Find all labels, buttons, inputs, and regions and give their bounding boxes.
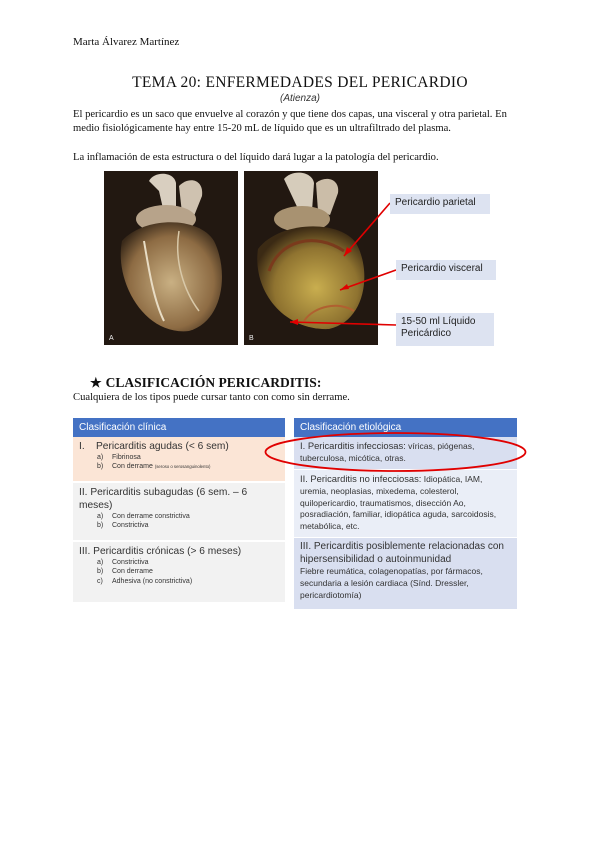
etiologic-table-header: Clasificación etiológica <box>294 418 517 437</box>
star-icon: ★ <box>90 375 102 390</box>
etiologic-row-infectious: I. Pericarditis infecciosas: víricas, piógenas, tuberculosa, micótica, otras. <box>294 437 517 469</box>
section-heading <box>90 375 321 391</box>
photo-label-b: B <box>249 335 254 342</box>
list-item: b) Con derrame <box>97 568 153 576</box>
author-name: Marta Álvarez Martínez <box>73 36 180 48</box>
section-heading-text: CLASIFICACIÓN PERICARDITIS: <box>105 375 322 390</box>
heart-photo-a <box>104 171 238 345</box>
clinical-table-header: Clasificación clínica <box>73 418 285 437</box>
heart-photo-b <box>244 171 378 345</box>
list-item: b) Con derrame (seroso o serosanguinolento) <box>97 463 211 471</box>
etiologic-row-hypersensitivity: III. Pericarditis posiblemente relacionadas con hipersensibilidad o autoinmunidad Fiebre reumática, colagenopatías, por fármacos, secundaria a lesión cardiaca (Sínd. Dressler, pericardiotomía) <box>294 538 517 609</box>
clinical-group-subacute <box>73 483 285 540</box>
group-title: I. Pericarditis agudas (< 6 sem) <box>79 441 229 452</box>
list-item: a) Fibrinosa <box>97 454 141 461</box>
group-title: II. Pericarditis subagudas (6 sem. – 6 meses) <box>79 487 248 511</box>
list-item: a) Con derrame constrictiva <box>97 513 190 520</box>
intro-paragraph: El pericardio es un saco que envuelve al corazón y que tiene dos capas, una visceral y otra parietal. En medio fisiológicamente hay entre 15-20 mL de líquido que es un ultrafiltrado del plasma. <box>73 109 507 134</box>
heart-illustration-a <box>104 171 238 345</box>
page-subtitle: (Atienza) <box>279 93 320 104</box>
callout-visceral: Pericardio visceral <box>396 260 496 280</box>
clinical-group-acute <box>73 437 285 481</box>
page-title: TEMA 20: ENFERMEDADES DEL PERICARDIO <box>132 74 468 91</box>
section-note: Cualquiera de los tipos puede cursar tanto con como sin derrame. <box>73 392 350 403</box>
intro-paragraph-2: La inflamación de esta estructura o del líquido dará lugar a la patología del pericardio. <box>73 152 439 163</box>
list-item: b) Constrictiva <box>97 522 149 530</box>
callout-parietal: Pericardio parietal <box>390 194 490 214</box>
list-item: c) Adhesiva (no constrictiva) <box>97 577 193 585</box>
list-item: a) Constrictiva <box>97 559 149 566</box>
photo-label-a: A <box>109 335 114 342</box>
callout-liquid: 15-50 ml Líquido Pericárdico <box>396 313 494 346</box>
clinical-group-chronic <box>73 542 285 602</box>
group-title: III. Pericarditis crónicas (> 6 meses) <box>79 546 242 557</box>
etiologic-row-noninfectious: II. Pericarditis no infecciosas: Idiopática, IAM, uremia, neoplasias, mixedema, colesterol, quilopericardio, traumatismos, disección Ao, posradiación, familiar, idiopática aguda, sarcoidosis, metabólica, etc. <box>294 470 517 537</box>
heart-illustration-b <box>244 171 378 345</box>
highlight-ellipse <box>263 430 528 474</box>
